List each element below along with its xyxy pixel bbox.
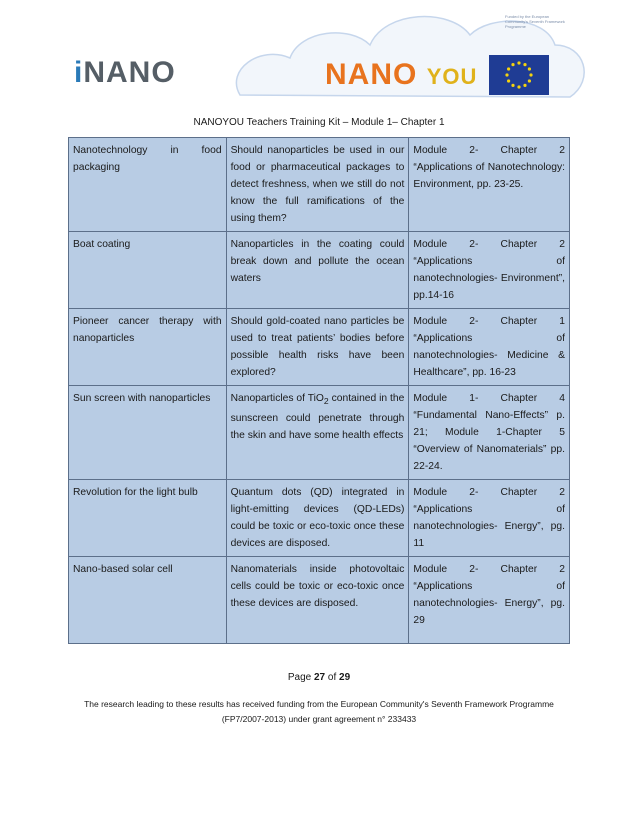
reference-cell: Module 1- Chapter 4 “Fundamental Nano-Effects” p. 21; Module 1-Chapter 5 “Overview of Nanomaterials” pp. 22-24. [409, 386, 570, 480]
eu-funding-caption: Funded by the European Community's Seventh Framework Programme [505, 14, 565, 29]
topic-cell: Sun screen with nanoparticles [69, 386, 227, 480]
reference-cell: Module 2- Chapter 1 “Applications of nanotechnologies- Medicine & Healthcare”, pp. 16-23 [409, 309, 570, 386]
eu-flag-icon [489, 55, 549, 95]
question-cell: Should nanoparticles be used in our food or pharmaceutical packages to detect freshness, when we still do not know the full ramifications of the using them? [226, 138, 409, 232]
reference-cell: Module 2- Chapter 2 “Applications of nanotechnologies- Environment”, pp.14-16 [409, 232, 570, 309]
table-row [69, 232, 570, 309]
page-number: Page 27 of 29 [287, 672, 351, 683]
question-cell: Quantum dots (QD) integrated in light-emitting devices (QD-LEDs) could be toxic or eco-toxic once these devices are disposed. [226, 480, 409, 557]
funding-line: (FP7/2007-2013) under grant agreement n° 233433 [221, 714, 417, 724]
question-cell: Nanoparticles of TiO$_2$ contained in the sunscreen could penetrate through the skin and have some health effects [226, 386, 409, 480]
question-cell: Nanoparticles in the coating could break down and pollute the ocean waters [226, 232, 409, 309]
page-header [0, 0, 638, 112]
reference-cell: Module 2- Chapter 2 “Applications of nanotechnologies- Energy”, pg. 11 [409, 480, 570, 557]
topic-cell: Pioneer cancer therapy with nanoparticles [69, 309, 227, 386]
document-title: NANOYOU Teachers Training Kit – Module 1– Chapter 1 [193, 117, 445, 128]
reference-cell: Module 2- Chapter 2 “Applications of nanotechnologies- Energy”, pg. 29 [409, 557, 570, 644]
question-cell: Nanomaterials inside photovoltaic cells could be toxic or eco-toxic once these devices are disposed. [226, 557, 409, 644]
nanoyou-logo: NANO YOU [325, 58, 478, 91]
table-row [69, 480, 570, 557]
funding-line: The research leading to these results has received funding from the European Community's Seventh Framework Programme [84, 699, 554, 709]
subscript: 2 [323, 396, 329, 407]
reference-cell: Module 2- Chapter 2 “Applications of Nanotechnology: Environment, pp. 23-25. [409, 138, 570, 232]
inano-logo: iNANO [74, 56, 176, 89]
ethics-topics-table [68, 137, 570, 644]
topic-cell: Revolution for the light bulb [69, 480, 227, 557]
funding-statement [70, 697, 568, 727]
table-row [69, 138, 570, 232]
topic-cell: Nanotechnology in food packaging [69, 138, 227, 232]
question-cell: Should gold-coated nano particles be used to treat patients’ bodies before possible health risks have been explored? [226, 309, 409, 386]
table-row [69, 309, 570, 386]
table-row [69, 557, 570, 644]
topic-cell: Nano-based solar cell [69, 557, 227, 644]
table-row [69, 386, 570, 480]
topic-cell: Boat coating [69, 232, 227, 309]
